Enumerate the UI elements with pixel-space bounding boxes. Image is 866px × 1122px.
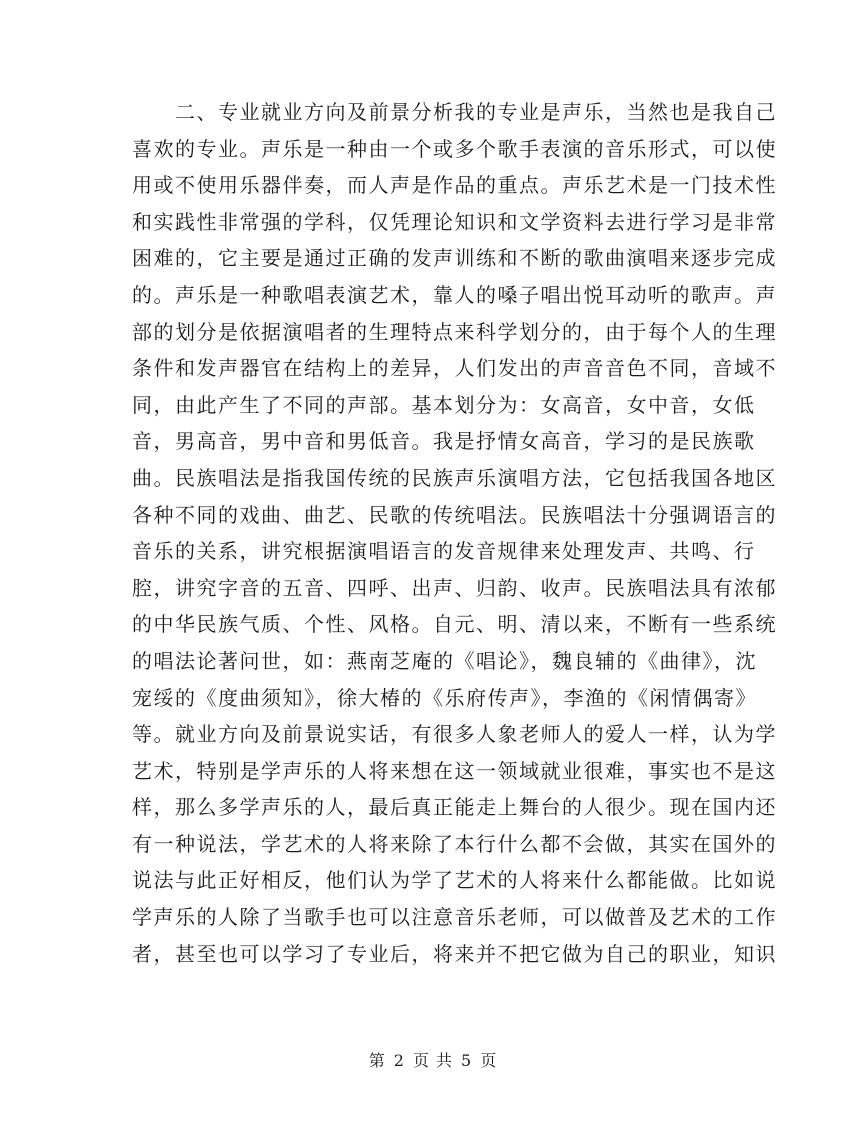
text-line: 者，甚至也可以学习了专业后，将来并不把它做为自己的职业，知识	[132, 941, 777, 966]
text-line: 各种不同的戏曲、曲艺、民歌的传统唱法。民族唱法十分强调语言的	[132, 502, 777, 527]
text-line: 音，男高音，男中音和男低音。我是抒情女高音，学习的是民族歌	[132, 429, 756, 454]
text-line: 的唱法论著问世，如：燕南芝庵的《唱论》，魏良辅的《曲律》，沈	[132, 648, 757, 673]
text-line: 同，由此产生了不同的声部。基本划分为：女高音，女中音，女低	[132, 392, 756, 417]
text-line: 艺术，特别是学声乐的人将来想在这一领域就业很难，事实也不是这	[132, 758, 777, 783]
text-line: 等。就业方向及前景说实话，有很多人象老师人的爱人一样，认为学	[132, 722, 777, 747]
body-paragraph	[132, 94, 777, 972]
total-pages-number: 5	[461, 1051, 473, 1070]
text-line: 学声乐的人除了当歌手也可以注意音乐老师，可以做普及艺术的工作	[132, 905, 777, 930]
current-page-number: 2	[393, 1051, 405, 1070]
text-line: 条件和发声器官在结构上的差异，人们发出的声音音色不同，音域不	[132, 356, 777, 381]
text-line: 样，那么多学声乐的人，最后真正能走上舞台的人很少。现在国内还	[132, 795, 777, 820]
page-footer	[0, 1048, 866, 1071]
text-line: 宠绥的《度曲须知》，徐大椿的《乐府传声》，李渔的《闲情偶寄》	[132, 685, 757, 710]
text-line: 腔，讲究字音的五音、四呼、出声、归韵、收声。民族唱法具有浓郁	[132, 575, 777, 600]
text-line: 困难的，它主要是通过正确的发声训练和不断的歌曲演唱来逐步完成	[132, 246, 777, 271]
text-line: 用或不使用乐器伴奏，而人声是作品的重点。声乐艺术是一门技术性	[132, 173, 777, 198]
footer-middle: 页 共	[412, 1051, 454, 1070]
text-line: 喜欢的专业。声乐是一种由一个或多个歌手表演的音乐形式，可以使	[132, 136, 777, 161]
text-line: 部的划分是依据演唱者的生理特点来科学划分的，由于每个人的生理	[132, 319, 777, 344]
text-line: 说法与此正好相反，他们认为学了艺术的人将来什么都能做。比如说	[132, 868, 777, 893]
text-line: 曲。民族唱法是指我国传统的民族声乐演唱方法，它包括我国各地区	[132, 465, 777, 490]
text-line: 二、专业就业方向及前景分析我的专业是声乐，当然也是我自己	[132, 100, 777, 124]
text-line: 有一种说法，学艺术的人将来除了本行什么都不会做，其实在国外的	[132, 831, 777, 856]
text-line: 的中华民族气质、个性、风格。自元、明、清以来，不断有一些系统	[132, 612, 777, 637]
text-line: 和实践性非常强的学科，仅凭理论知识和文学资料去进行学习是非常	[132, 209, 777, 234]
footer-suffix: 页	[480, 1051, 498, 1070]
text-line: 音乐的关系，讲究根据演唱语言的发音规律来处理发声、共鸣、行	[132, 539, 756, 564]
text-line: 的。声乐是一种歌唱表演艺术，靠人的嗓子唱出悦耳动听的歌声。声	[132, 282, 777, 307]
footer-prefix: 第	[368, 1051, 386, 1070]
